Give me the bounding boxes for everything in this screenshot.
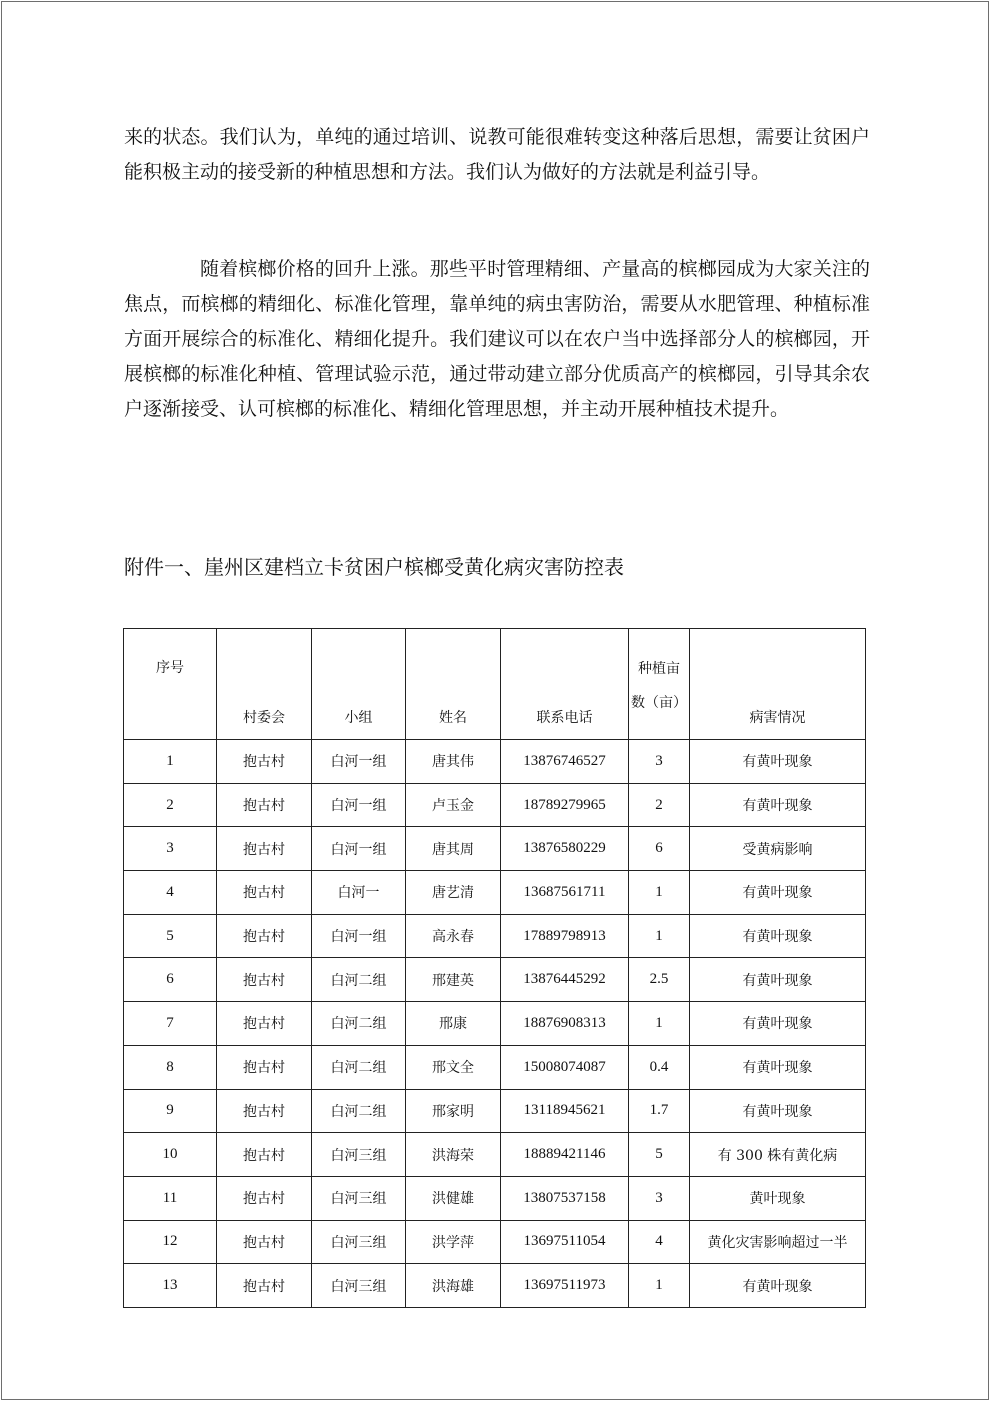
cell-village: 抱古村 bbox=[217, 1176, 312, 1220]
cell-phone: 13876746527 bbox=[501, 740, 629, 784]
cell-area: 5 bbox=[629, 1133, 690, 1177]
cell-name: 高永春 bbox=[406, 914, 501, 958]
cell-disease: 有黄叶现象 bbox=[690, 958, 866, 1002]
cell-seq: 8 bbox=[124, 1045, 217, 1089]
cell-seq: 11 bbox=[124, 1176, 217, 1220]
cell-group: 白河三组 bbox=[312, 1176, 406, 1220]
disease-control-table bbox=[123, 628, 866, 1308]
cell-phone: 18876908313 bbox=[501, 1002, 629, 1046]
cell-village: 抱古村 bbox=[217, 914, 312, 958]
cell-disease: 黄叶现象 bbox=[690, 1176, 866, 1220]
table-row bbox=[124, 740, 866, 784]
cell-area: 2 bbox=[629, 783, 690, 827]
cell-area: 2.5 bbox=[629, 958, 690, 1002]
table-row bbox=[124, 1133, 866, 1177]
cell-group: 白河三组 bbox=[312, 1220, 406, 1264]
cell-group: 白河一组 bbox=[312, 740, 406, 784]
cell-seq: 13 bbox=[124, 1264, 217, 1308]
table-row bbox=[124, 958, 866, 1002]
cell-village: 抱古村 bbox=[217, 1220, 312, 1264]
cell-disease: 有黄叶现象 bbox=[690, 740, 866, 784]
cell-name: 唐其周 bbox=[406, 827, 501, 871]
header-area-line2: 数（亩） bbox=[631, 695, 687, 711]
cell-area: 1 bbox=[629, 1264, 690, 1308]
table-row bbox=[124, 783, 866, 827]
cell-village: 抱古村 bbox=[217, 1264, 312, 1308]
cell-village: 抱古村 bbox=[217, 1133, 312, 1177]
table-row bbox=[124, 1176, 866, 1220]
header-phone: 联系电话 bbox=[501, 629, 629, 740]
cell-group: 白河一组 bbox=[312, 827, 406, 871]
cell-seq: 4 bbox=[124, 871, 217, 915]
cell-village: 抱古村 bbox=[217, 958, 312, 1002]
table-row bbox=[124, 1089, 866, 1133]
header-area-line1: 种植亩 bbox=[638, 661, 680, 677]
cell-area: 6 bbox=[629, 827, 690, 871]
cell-village: 抱古村 bbox=[217, 1045, 312, 1089]
cell-disease: 有黄叶现象 bbox=[690, 783, 866, 827]
cell-area: 1 bbox=[629, 914, 690, 958]
table-header-row bbox=[124, 629, 866, 740]
cell-group: 白河二组 bbox=[312, 958, 406, 1002]
cell-village: 抱古村 bbox=[217, 783, 312, 827]
header-name: 姓名 bbox=[406, 629, 501, 740]
cell-disease: 有黄叶现象 bbox=[690, 871, 866, 915]
cell-phone: 18789279965 bbox=[501, 783, 629, 827]
header-group: 小组 bbox=[312, 629, 406, 740]
cell-disease: 黄化灾害影响超过一半 bbox=[690, 1220, 866, 1264]
cell-name: 邢建英 bbox=[406, 958, 501, 1002]
cell-name: 唐艺清 bbox=[406, 871, 501, 915]
cell-name: 邢康 bbox=[406, 1002, 501, 1046]
body-paragraph-1: 来的状态。我们认为，单纯的通过培训、说教可能很难转变这种落后思想，需要让贫困户能积极主动的接受新的种植思想和方法。我们认为做好的方法就是利益引导。 bbox=[124, 126, 870, 183]
cell-area: 1 bbox=[629, 871, 690, 915]
table-row bbox=[124, 1045, 866, 1089]
cell-name: 洪健雄 bbox=[406, 1176, 501, 1220]
cell-seq: 7 bbox=[124, 1002, 217, 1046]
table-row bbox=[124, 1220, 866, 1264]
cell-disease: 有黄叶现象 bbox=[690, 1264, 866, 1308]
cell-name: 邢家明 bbox=[406, 1089, 501, 1133]
cell-group: 白河二组 bbox=[312, 1002, 406, 1046]
cell-name: 卢玉金 bbox=[406, 783, 501, 827]
cell-seq: 5 bbox=[124, 914, 217, 958]
cell-group: 白河二组 bbox=[312, 1045, 406, 1089]
table-row bbox=[124, 1002, 866, 1046]
cell-name: 邢文全 bbox=[406, 1045, 501, 1089]
cell-village: 抱古村 bbox=[217, 740, 312, 784]
cell-phone: 15008074087 bbox=[501, 1045, 629, 1089]
cell-name: 洪学萍 bbox=[406, 1220, 501, 1264]
header-area bbox=[629, 629, 690, 740]
cell-group: 白河三组 bbox=[312, 1264, 406, 1308]
cell-area: 0.4 bbox=[629, 1045, 690, 1089]
cell-name: 洪海雄 bbox=[406, 1264, 501, 1308]
cell-phone: 18889421146 bbox=[501, 1133, 629, 1177]
cell-name: 唐其伟 bbox=[406, 740, 501, 784]
table-row bbox=[124, 1264, 866, 1308]
cell-seq: 2 bbox=[124, 783, 217, 827]
header-disease: 病害情况 bbox=[690, 629, 866, 740]
cell-seq: 10 bbox=[124, 1133, 217, 1177]
cell-seq: 6 bbox=[124, 958, 217, 1002]
cell-group: 白河三组 bbox=[312, 1133, 406, 1177]
cell-village: 抱古村 bbox=[217, 871, 312, 915]
cell-area: 4 bbox=[629, 1220, 690, 1264]
cell-disease: 有黄叶现象 bbox=[690, 1045, 866, 1089]
cell-disease: 受黄病影响 bbox=[690, 827, 866, 871]
cell-group: 白河一组 bbox=[312, 783, 406, 827]
cell-group: 白河一 bbox=[312, 871, 406, 915]
cell-phone: 13118945621 bbox=[501, 1089, 629, 1133]
cell-seq: 3 bbox=[124, 827, 217, 871]
table-row bbox=[124, 914, 866, 958]
cell-phone: 13807537158 bbox=[501, 1176, 629, 1220]
cell-area: 3 bbox=[629, 740, 690, 784]
body-paragraph-2: 随着槟榔价格的回升上涨。那些平时管理精细、产量高的槟榔园成为大家关注的焦点，而槟榔的精细化、标准化管理，靠单纯的病虫害防治，需要从水肥管理、种植标准方面开展综合的标准化、精细化提升。我们建议可以在农户当中选择部分人的槟榔园，开展槟榔的标准化种植、管理试验示范，通过带动建立部分优质高产的槟榔园，引导其余农户逐渐接受、认可槟榔的标准化、精细化管理思想，并主动开展种植技术提升。 bbox=[124, 258, 870, 420]
header-village: 村委会 bbox=[217, 629, 312, 740]
cell-phone: 13687561711 bbox=[501, 871, 629, 915]
cell-disease: 有黄叶现象 bbox=[690, 1089, 866, 1133]
cell-group: 白河二组 bbox=[312, 1089, 406, 1133]
cell-seq: 12 bbox=[124, 1220, 217, 1264]
cell-village: 抱古村 bbox=[217, 827, 312, 871]
cell-area: 1 bbox=[629, 1002, 690, 1046]
cell-phone: 17889798913 bbox=[501, 914, 629, 958]
cell-village: 抱古村 bbox=[217, 1002, 312, 1046]
cell-phone: 13697511973 bbox=[501, 1264, 629, 1308]
cell-disease: 有 300 株有黄化病 bbox=[690, 1133, 866, 1177]
cell-area: 1.7 bbox=[629, 1089, 690, 1133]
cell-area: 3 bbox=[629, 1176, 690, 1220]
table-title: 附件一、崖州区建档立卡贫困户槟榔受黄化病灾害防控表 bbox=[124, 555, 624, 579]
cell-disease: 有黄叶现象 bbox=[690, 914, 866, 958]
cell-seq: 9 bbox=[124, 1089, 217, 1133]
cell-seq: 1 bbox=[124, 740, 217, 784]
cell-village: 抱古村 bbox=[217, 1089, 312, 1133]
cell-group: 白河一组 bbox=[312, 914, 406, 958]
cell-disease: 有黄叶现象 bbox=[690, 1002, 866, 1046]
table-row bbox=[124, 871, 866, 915]
cell-name: 洪海荣 bbox=[406, 1133, 501, 1177]
table-row bbox=[124, 827, 866, 871]
cell-phone: 13876445292 bbox=[501, 958, 629, 1002]
cell-phone: 13876580229 bbox=[501, 827, 629, 871]
cell-phone: 13697511054 bbox=[501, 1220, 629, 1264]
header-seq: 序号 bbox=[124, 629, 217, 740]
